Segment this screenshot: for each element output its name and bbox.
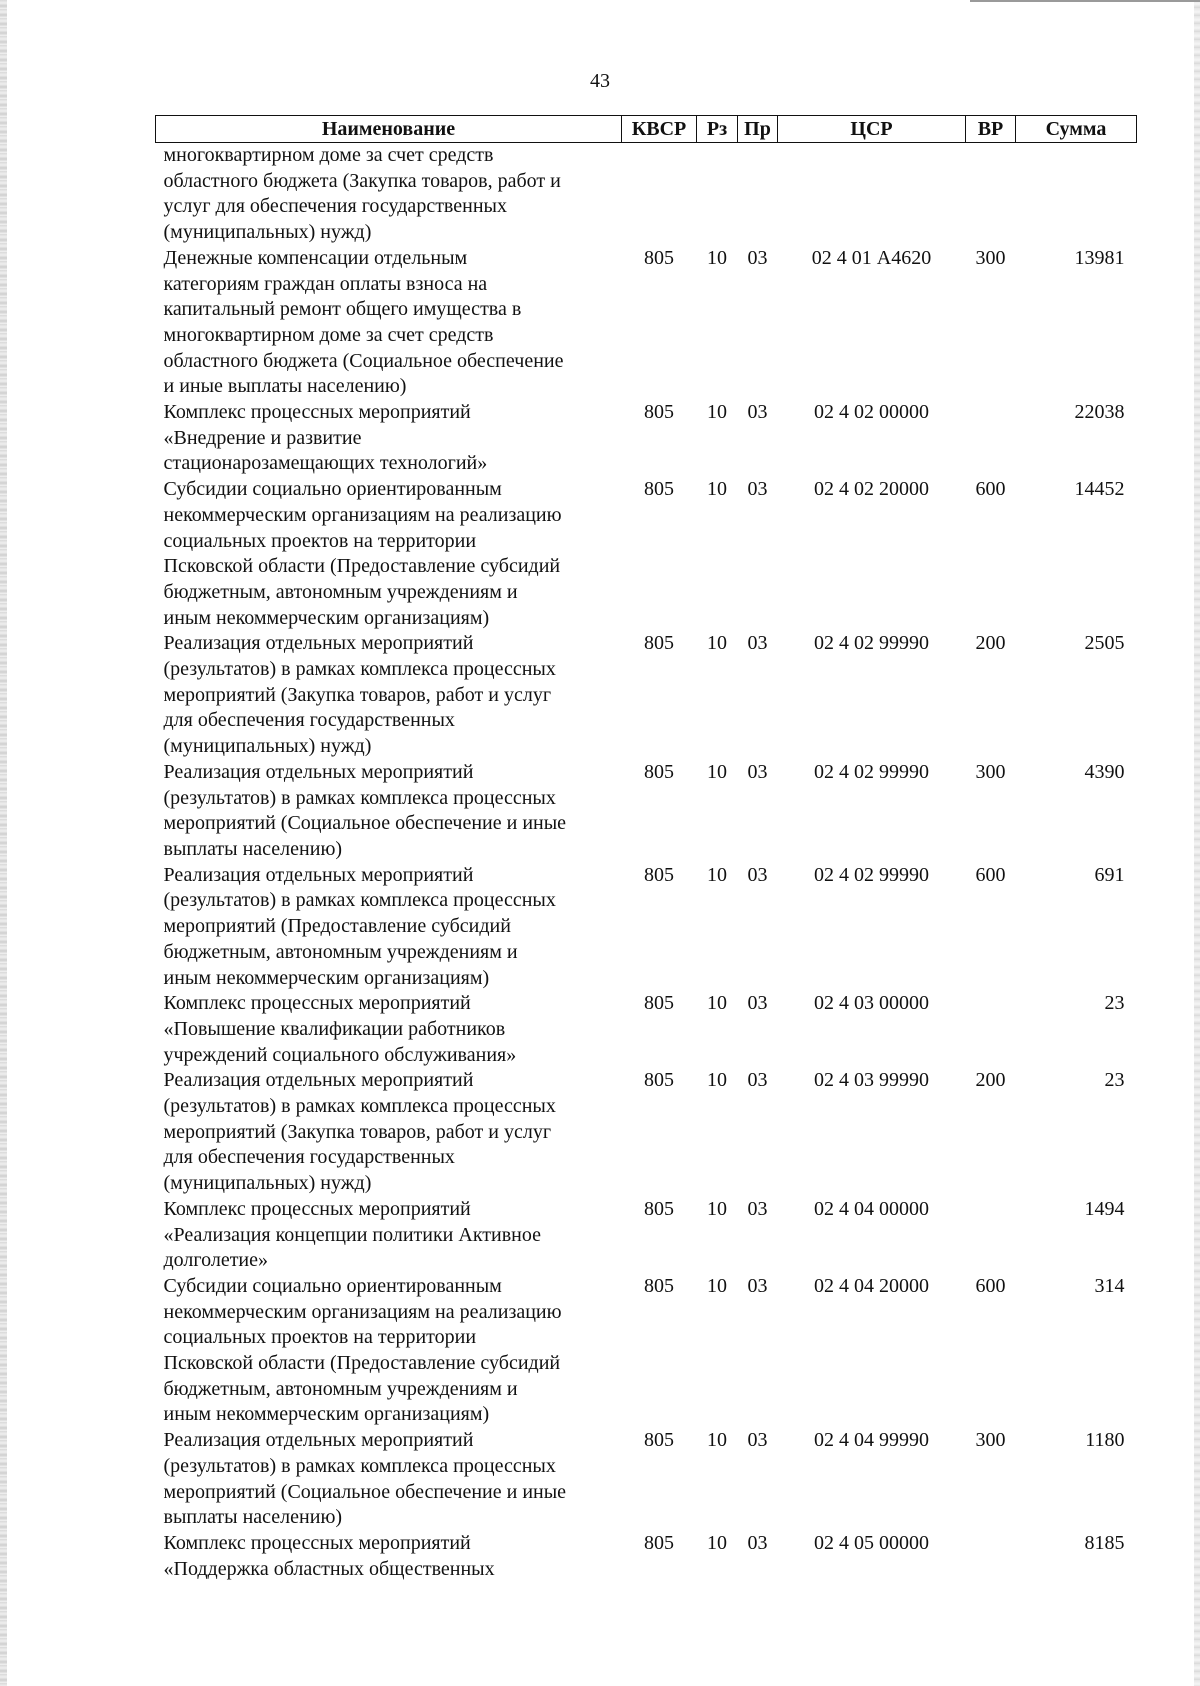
cell-csr: 02 4 03 99990 — [814, 1069, 929, 1092]
cell-rz: 10 — [707, 478, 727, 501]
cell-sum: 23 — [1104, 992, 1125, 1015]
budget-table-container — [155, 115, 1136, 1582]
cell-rz: 10 — [707, 1274, 727, 1297]
table-row — [156, 477, 1137, 631]
cell-name: Денежные компенсации отдельным категориям граждан оплаты взноса на капитальный ремонт общего имущества в многоквартирном доме за счет средств областного бюджета (Социальное обеспечение и иные выплаты населению) — [163, 246, 564, 398]
table-row — [156, 143, 1137, 246]
cell-sum: 23 — [1104, 1069, 1125, 1092]
cell-kvsr: 805 — [644, 1429, 674, 1452]
cell-csr: 02 4 01 А4620 — [811, 246, 932, 269]
cell-vr: 300 — [975, 1429, 1006, 1452]
header-row — [156, 116, 1137, 143]
cell-sum: 1494 — [1084, 1197, 1125, 1220]
table-row — [156, 863, 1137, 992]
cell-pr: 03 — [747, 1531, 768, 1554]
cell-rz: 10 — [707, 1069, 727, 1092]
header-pr: Пр — [738, 116, 778, 143]
cell-vr: 600 — [975, 1274, 1006, 1297]
cell-sum: 1180 — [1085, 1429, 1125, 1452]
cell-rz: 10 — [707, 1197, 727, 1220]
table-row — [156, 1068, 1137, 1197]
header-vr: ВР — [966, 116, 1016, 143]
table-row — [156, 1197, 1137, 1274]
cell-csr: 02 4 02 00000 — [814, 401, 929, 424]
cell-pr: 03 — [747, 1274, 768, 1297]
cell-sum: 8185 — [1084, 1531, 1125, 1554]
cell-name: Реализация отдельных мероприятий (результатов) в рамках комплекса процессных мероприятий (Закупка товаров, работ и услуг для обеспечения государственных (муниципальных) нужд) — [163, 1069, 556, 1195]
cell-rz: 10 — [707, 1429, 727, 1452]
cell-vr — [966, 1197, 1016, 1274]
cell-csr: 02 4 05 00000 — [814, 1531, 929, 1554]
cell-rz: 10 — [707, 760, 727, 783]
cell-name: Субсидии социально ориентированным некоммерческим организациям на реализацию социальных проектов на территории Псковской области (Предоставление субсидий бюджетным, автономным учреждениям и иным некоммерческим организациям) — [163, 478, 562, 629]
cell-rz: 10 — [707, 246, 727, 269]
cell-name: Реализация отдельных мероприятий (результатов) в рамках комплекса процессных мероприятий (Социальное обеспечение и иные выплаты населению) — [163, 1429, 567, 1529]
table-row — [156, 1531, 1137, 1582]
cell-kvsr: 805 — [644, 1197, 674, 1220]
cell-vr: 200 — [975, 632, 1006, 655]
cell-csr — [778, 143, 966, 246]
cell-csr: 02 4 02 20000 — [814, 478, 929, 501]
page-number: 43 — [590, 70, 610, 92]
table-row — [156, 1428, 1137, 1531]
table-header — [156, 116, 1137, 143]
header-rz: Рз — [697, 116, 738, 143]
cell-rz: 10 — [707, 863, 727, 886]
table-row — [156, 760, 1137, 863]
cell-pr: 03 — [747, 863, 768, 886]
scan-edge-left — [0, 0, 7, 1686]
cell-name: Реализация отдельных мероприятий (результатов) в рамках комплекса процессных мероприятий (Закупка товаров, работ и услуг для обеспечения государственных (муниципальных) нужд) — [163, 632, 556, 758]
cell-rz — [697, 143, 738, 246]
cell-kvsr: 805 — [644, 992, 674, 1015]
header-csr: ЦСР — [778, 116, 966, 143]
cell-csr: 02 4 02 99990 — [814, 632, 929, 655]
cell-pr: 03 — [747, 632, 768, 655]
cell-csr: 02 4 04 20000 — [814, 1274, 929, 1297]
budget-table — [155, 115, 1137, 1582]
cell-rz: 10 — [707, 992, 727, 1015]
cell-vr — [966, 400, 1016, 477]
cell-sum: 13981 — [1074, 246, 1125, 269]
cell-name: многоквартирном доме за счет средств областного бюджета (Закупка товаров, работ и услуг для обеспечения государственных (муниципальных) нужд) — [163, 144, 561, 244]
header-kvsr: КВСР — [622, 116, 697, 143]
cell-kvsr: 805 — [644, 246, 674, 269]
cell-name: Комплекс процессных мероприятий «Повышение квалификации работников учреждений социального обслуживания» — [163, 992, 517, 1066]
cell-name: Комплекс процессных мероприятий «Внедрение и развитие стационарозамещающих технологий» — [163, 401, 488, 475]
cell-sum: 2505 — [1084, 632, 1125, 655]
cell-kvsr: 805 — [644, 632, 674, 655]
cell-sum: 14452 — [1074, 478, 1125, 501]
cell-kvsr: 805 — [644, 863, 674, 886]
cell-csr: 02 4 02 99990 — [814, 760, 929, 783]
table-row — [156, 246, 1137, 400]
cell-vr: 300 — [975, 246, 1006, 269]
cell-name: Реализация отдельных мероприятий (результатов) в рамках комплекса процессных мероприятий (Предоставление субсидий бюджетным, автономным учреждениям и иным некоммерческим организациям) — [163, 863, 556, 989]
cell-vr — [966, 991, 1016, 1068]
cell-kvsr: 805 — [644, 1531, 674, 1554]
cell-rz: 10 — [707, 1531, 727, 1554]
cell-pr: 03 — [747, 760, 768, 783]
cell-vr: 600 — [975, 478, 1006, 501]
table-row — [156, 400, 1137, 477]
cell-rz: 10 — [707, 632, 727, 655]
table-body — [156, 143, 1137, 1583]
cell-name: Реализация отдельных мероприятий (результатов) в рамках комплекса процессных мероприятий (Социальное обеспечение и иные выплаты населению) — [163, 760, 567, 860]
cell-vr: 200 — [975, 1069, 1006, 1092]
cell-sum: 314 — [1094, 1274, 1125, 1297]
cell-vr: 300 — [975, 760, 1006, 783]
cell-vr — [966, 1531, 1016, 1582]
cell-csr: 02 4 04 99990 — [814, 1429, 929, 1452]
cell-pr: 03 — [747, 478, 768, 501]
cell-pr: 03 — [747, 1197, 768, 1220]
table-row — [156, 991, 1137, 1068]
cell-sum — [1016, 143, 1137, 246]
cell-pr: 03 — [747, 1429, 768, 1452]
cell-name: Комплекс процессных мероприятий «Поддержка областных общественных — [163, 1531, 495, 1580]
cell-kvsr: 805 — [644, 1069, 674, 1092]
cell-name: Субсидии социально ориентированным некоммерческим организациям на реализацию социальных проектов на территории Псковской области (Предоставление субсидий бюджетным, автономным учреждениям и иным некоммерческим организациям) — [163, 1274, 562, 1426]
cell-vr: 600 — [975, 863, 1006, 886]
scan-corner-line — [970, 0, 1200, 2]
cell-kvsr — [622, 143, 697, 246]
cell-sum: 691 — [1094, 863, 1125, 886]
cell-sum: 4390 — [1084, 760, 1125, 783]
cell-pr — [738, 143, 778, 246]
table-row — [156, 631, 1137, 760]
cell-kvsr: 805 — [644, 760, 674, 783]
header-sum: Сумма — [1016, 116, 1137, 143]
cell-pr: 03 — [747, 1069, 768, 1092]
cell-name: Комплекс процессных мероприятий «Реализация концепции политики Активное долголетие» — [163, 1197, 541, 1272]
table-row — [156, 1274, 1137, 1428]
cell-pr: 03 — [747, 992, 768, 1015]
cell-sum: 22038 — [1074, 401, 1125, 424]
cell-rz: 10 — [707, 401, 727, 424]
scan-edge-right — [1194, 0, 1200, 1686]
cell-pr: 03 — [747, 246, 768, 269]
cell-csr: 02 4 03 00000 — [814, 992, 929, 1015]
cell-kvsr: 805 — [644, 1274, 674, 1297]
cell-kvsr: 805 — [644, 401, 674, 424]
header-name: Наименование — [156, 116, 622, 143]
cell-csr: 02 4 02 99990 — [814, 863, 929, 886]
cell-vr — [966, 143, 1016, 246]
cell-kvsr: 805 — [644, 478, 674, 501]
cell-pr: 03 — [747, 401, 768, 424]
cell-csr: 02 4 04 00000 — [814, 1197, 929, 1220]
